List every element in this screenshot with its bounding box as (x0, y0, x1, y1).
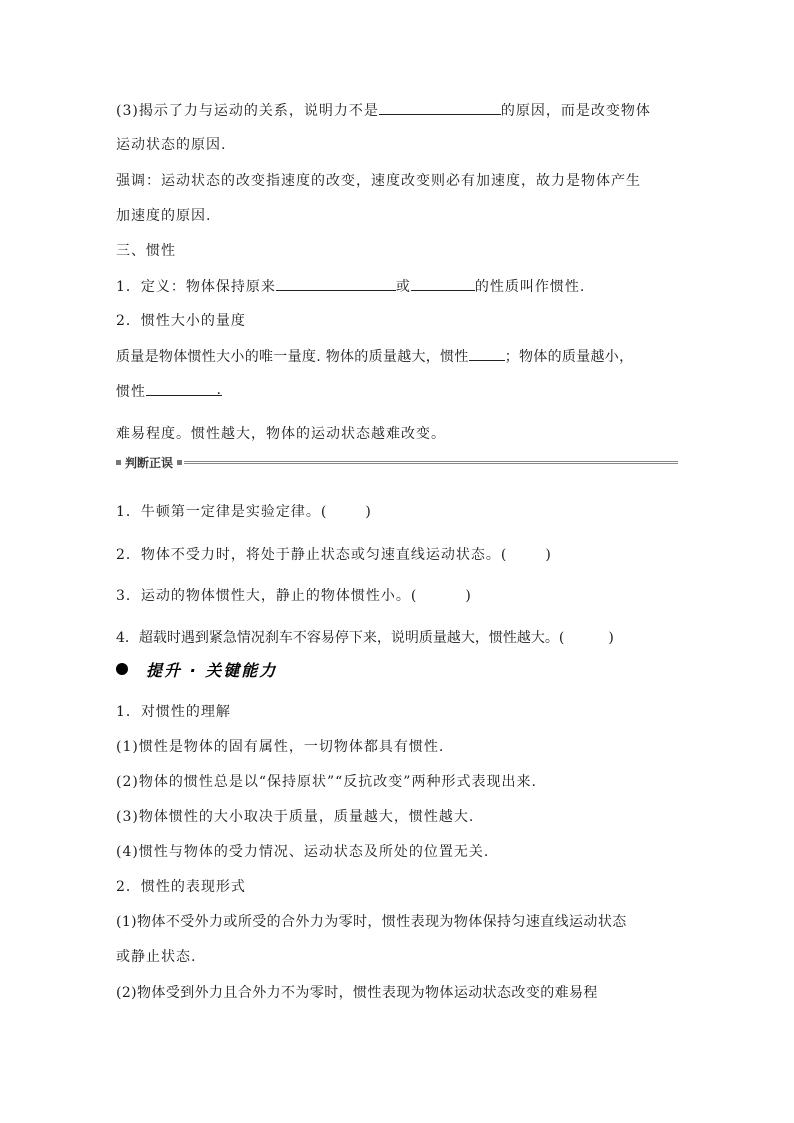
judge-item-text: 4．超载时遇到紧急情况刹车不容易停下来，说明质量越大，惯性越大。( (116, 630, 565, 646)
text-fragment: 质量是物体惯性大小的唯一量度. 物体的质量越大，惯性 (116, 349, 469, 365)
section-heading: 三、惯性 (116, 243, 176, 259)
ability-line: (4)惯性与物体的受力情况、运动状态及所处的位置无关. (116, 844, 490, 860)
judge-item (116, 502, 678, 522)
ability-line: (2)物体受到外力且合外力不为零时，惯性表现为物体运动状态改变的难易程 (116, 985, 598, 1001)
judge-item-close: ) (545, 547, 552, 563)
text-line: 加速度的原因. (116, 208, 212, 224)
bullet-dot-icon (116, 663, 128, 675)
ability-line: 1．对惯性的理解 (116, 704, 231, 720)
square-bullet-icon (116, 460, 121, 465)
text-line: 强调：运动状态的改变指速度的改变，速度改变则必有加速度，故力是物体产生 (116, 173, 641, 189)
text-line (116, 345, 678, 367)
text-line (116, 275, 678, 297)
text-fragment: (3)揭示了力与运动的关系，说明力不是 (116, 103, 379, 119)
text-fragment: 的性质叫作惯性. (474, 279, 586, 295)
judge-item-text: 2．物体不受力时，将处于静止状态或匀速直线运动状态。( (116, 547, 508, 563)
text-fragment: . (216, 382, 222, 398)
judge-item (116, 586, 678, 606)
text-line (116, 99, 678, 121)
fill-blank[interactable] (379, 99, 501, 115)
text-line (116, 380, 678, 402)
square-bullet-icon (177, 460, 182, 465)
fill-blank[interactable] (469, 345, 505, 361)
text-line: 难易程度。惯性越大，物体的运动状态越难改变。 (116, 426, 446, 442)
text-fragment: 惯性 (116, 384, 146, 400)
judge-header-label: 判断正误 (125, 455, 174, 470)
text-fragment: 的原因，而是改变物体 (500, 103, 651, 119)
judge-item-close: ) (465, 588, 472, 604)
judge-item-close: ) (365, 504, 372, 520)
ability-line: (2)物体的惯性总是以“保持原状”“反抗改变”两种形式表现出来. (116, 774, 537, 790)
ability-heading (116, 658, 277, 680)
fill-blank[interactable] (411, 275, 475, 291)
ability-line: (1)物体不受外力或所受的合外力为零时，惯性表现为物体保持匀速直线运动状态 (116, 914, 627, 930)
judge-item (116, 628, 678, 648)
judge-item-text: 3．运动的物体惯性大，静止的物体惯性小。( (116, 588, 418, 604)
ability-line: 2．惯性的表现形式 (116, 879, 246, 895)
ability-line: (1)惯性是物体的固有属性，一切物体都具有惯性. (116, 739, 445, 755)
text-fragment: 1．定义：物体保持原来 (116, 279, 276, 295)
ability-line: (3)物体惯性的大小取决于质量，质量越大，惯性越大. (116, 809, 475, 825)
fill-blank[interactable] (146, 380, 222, 396)
text-line: 2．惯性大小的量度 (116, 313, 246, 329)
judge-item (116, 545, 678, 565)
text-fragment: ；物体的质量越小， (504, 349, 634, 365)
judge-header-bar (116, 452, 678, 472)
ability-title: 提升 · 关键能力 (146, 660, 278, 680)
judge-item-text: 1．牛顿第一定律是实验定律。( (116, 504, 328, 520)
fill-blank[interactable] (276, 275, 396, 291)
text-line: 运动状态的原因. (116, 137, 227, 153)
text-fragment: 或 (395, 279, 411, 295)
judge-item-close: ) (608, 630, 614, 646)
divider (184, 461, 678, 464)
ability-line: 或静止状态. (116, 949, 197, 965)
